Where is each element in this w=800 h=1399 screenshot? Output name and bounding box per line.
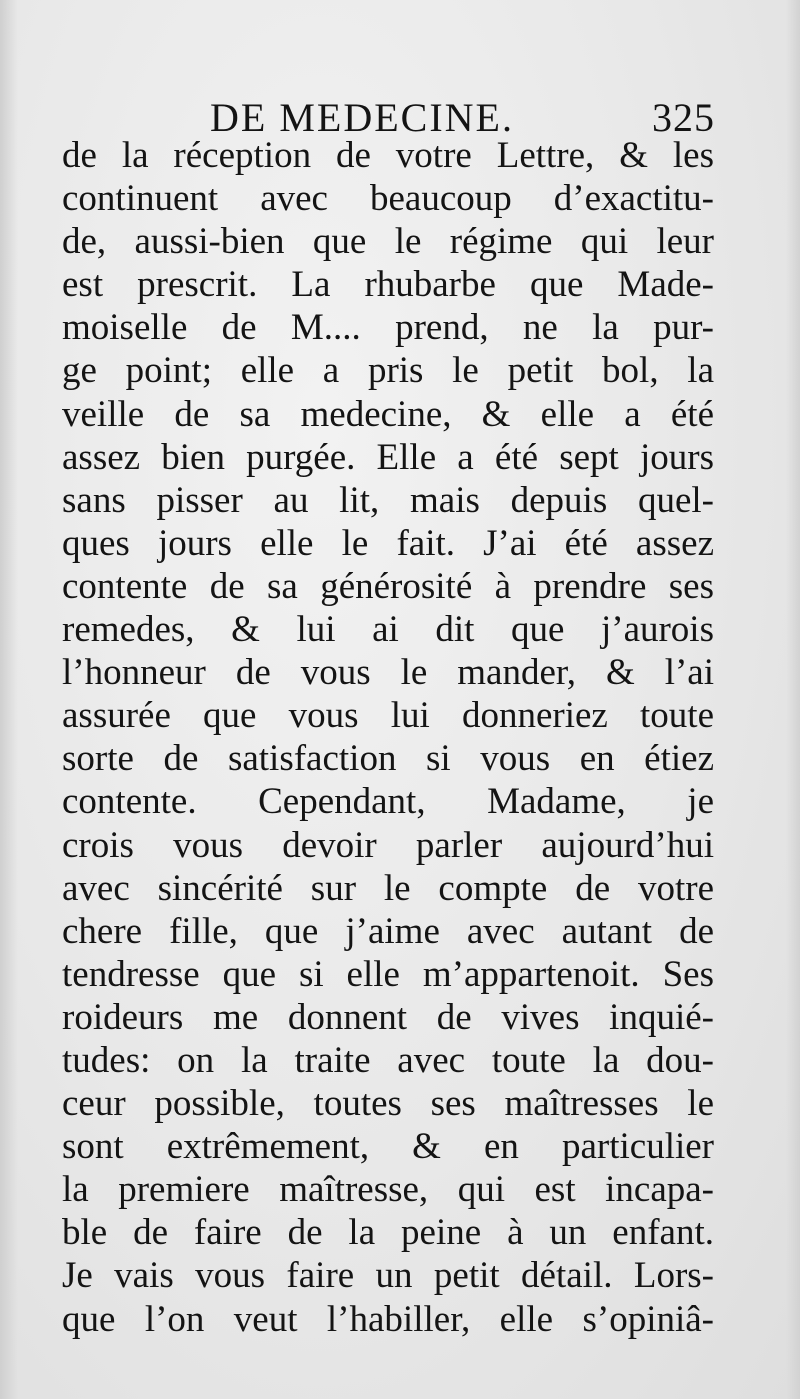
text-line: chere fille, que j’aime avec autant de (62, 910, 714, 952)
page-edge-shadow-left (0, 0, 18, 1399)
text-line: remedes, & lui ai dit que j’aurois (62, 609, 714, 651)
text-line: ceur possible, toutes ses maîtresses le (62, 1083, 714, 1125)
text-line: assurée que vous lui donneriez toute (62, 695, 714, 737)
text-line: ge point; elle a pris le petit bol, la (62, 350, 714, 392)
text-line: contente de sa générosité à prendre ses (62, 565, 714, 607)
text-line: de la réception de votre Lettre, & les (62, 135, 714, 176)
text-line: tudes: on la traite avec toute la dou- (62, 1039, 714, 1081)
text-line: ques jours elle le fait. J’ai été assez (62, 522, 714, 564)
text-line: est prescrit. La rhubarbe que Made- (62, 264, 714, 306)
text-line: sont extrêmement, & en particulier (62, 1126, 714, 1168)
text-line: veille de sa medecine, & elle a été (62, 393, 714, 435)
page-number: 325 (652, 95, 715, 140)
text-line: assez bien purgée. Elle a été sept jours (62, 436, 714, 478)
body-text (62, 134, 714, 1341)
page-edge-shadow-right (786, 0, 800, 1399)
text-line: de, aussi-bien que le régime qui leur (62, 221, 714, 263)
text-line: sans pisser au lit, mais depuis quel- (62, 479, 714, 521)
text-line: Je vais vous faire un petit détail. Lors- (62, 1255, 714, 1297)
text-line: moiselle de M.... prend, ne la pur- (62, 307, 714, 349)
text-line: la premiere maîtresse, qui est incapa- (62, 1169, 714, 1211)
text-line: continuent avec beaucoup d’exactitu- (62, 178, 714, 220)
text-line: ble de faire de la peine à un enfant. (62, 1212, 714, 1254)
text-line: que l’on veut l’habiller, elle s’opiniâ- (62, 1298, 714, 1340)
text-line: l’honneur de vous le mander, & l’ai (62, 652, 714, 694)
text-line: tendresse que si elle m’appartenoit. Ses (62, 953, 714, 995)
text-line: crois vous devoir parler aujourd’hui (62, 824, 714, 866)
text-line: roideurs me donnent de vives inquié- (62, 996, 714, 1038)
text-line: sorte de satisfaction si vous en étiez (62, 738, 714, 780)
running-head: DE MEDECINE. (210, 95, 514, 140)
text-line: contente. Cependant, Madame, je (62, 781, 714, 823)
text-line: avec sincérité sur le compte de votre (62, 867, 714, 909)
